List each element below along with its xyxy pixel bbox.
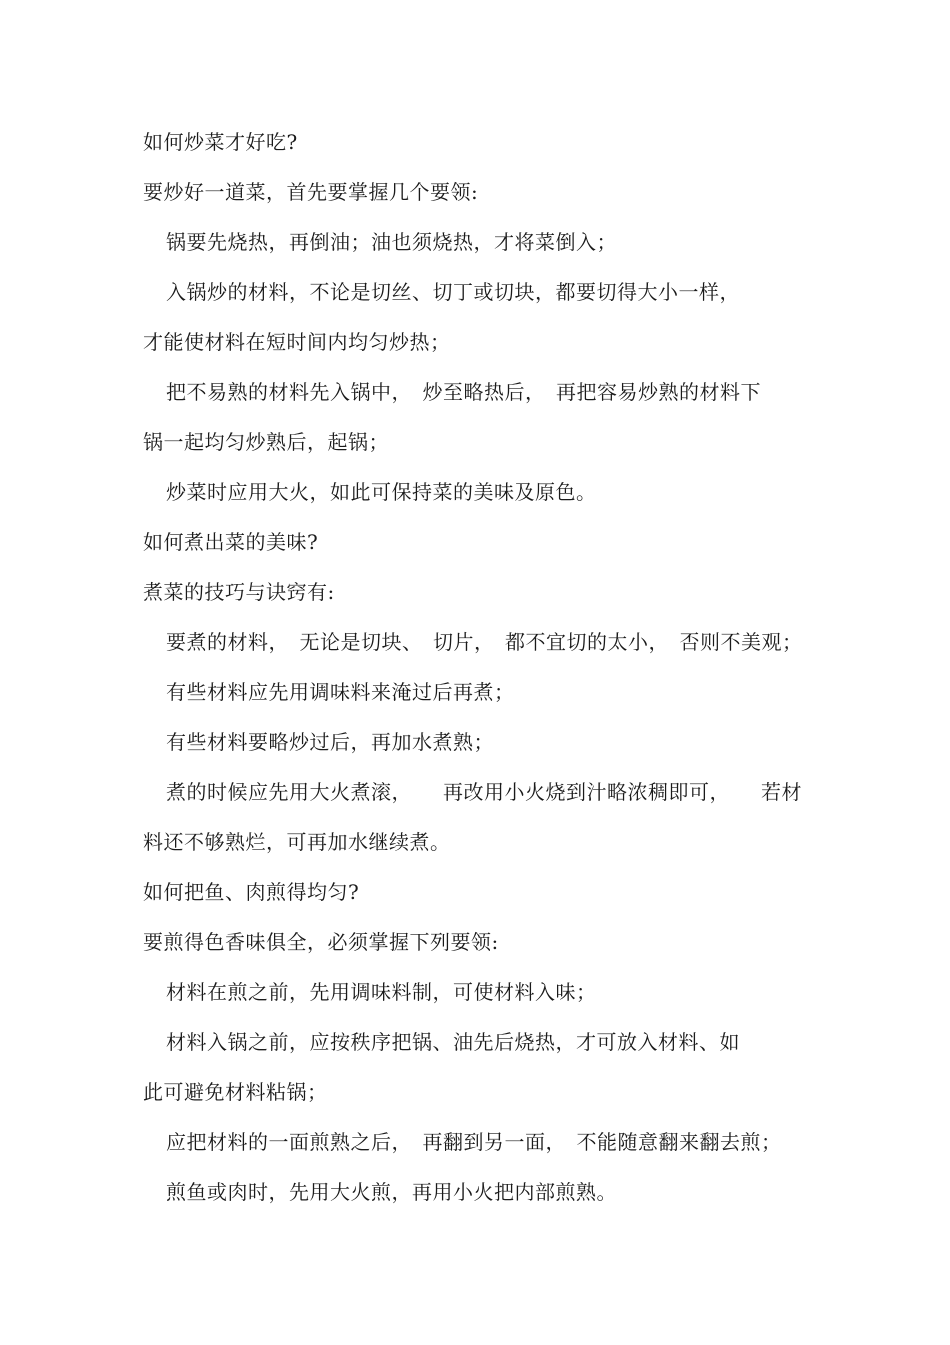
intro-stir-fry: 要炒好一道菜，首先要掌握几个要领: <box>143 180 479 204</box>
tip-line-continuation: 才能使材料在短时间内均匀炒热； <box>143 330 451 354</box>
tip-line: 材料入锅之前，应按秩序把锅、油先后烧热，才可放入材料、如 <box>166 1030 740 1054</box>
tip-line: 有些材料要略炒过后，再加水煮熟； <box>166 730 494 754</box>
tip-line: 把不易熟的材料先入锅中， 炒至略热后， 再把容易炒熟的材料下 <box>166 380 761 404</box>
tip-line: 材料在煎之前，先用调味料制，可使材料入味； <box>166 980 597 1004</box>
tip-line-continuation: 锅一起均匀炒熟后，起锅； <box>143 430 389 454</box>
heading-stir-fry: 如何炒菜才好吃? <box>143 130 298 154</box>
tip-line-continuation: 此可避免材料粘锅； <box>143 1080 328 1104</box>
tip-line: 锅要先烧热，再倒油；油也须烧热，才将菜倒入； <box>166 230 617 254</box>
tip-line: 煎鱼或肉时，先用大火煎，再用小火把内部煎熟。 <box>166 1180 617 1204</box>
heading-boil: 如何煮出菜的美味? <box>143 530 319 554</box>
tip-line: 煮的时候应先用大火煮滚， 再改用小火烧到汁略浓稠即可， 若材 <box>166 780 802 804</box>
tip-line-continuation: 料还不够熟烂，可再加水继续煮。 <box>143 830 451 854</box>
tip-line: 炒菜时应用大火，如此可保持菜的美味及原色。 <box>166 480 597 504</box>
tip-line: 要煮的材料， 无论是切块、 切片， 都不宜切的太小， 否则不美观； <box>166 630 803 654</box>
heading-fry: 如何把鱼、肉煎得均匀? <box>143 880 360 904</box>
intro-fry: 要煎得色香味俱全，必须掌握下列要领: <box>143 930 499 954</box>
tip-line: 入锅炒的材料，不论是切丝、切丁或切块，都要切得大小一样， <box>166 280 740 304</box>
tip-line: 应把材料的一面煎熟之后， 再翻到另一面， 不能随意翻来翻去煎； <box>166 1130 782 1154</box>
intro-boil: 煮菜的技巧与诀窍有: <box>143 580 335 604</box>
tip-line: 有些材料应先用调味料来淹过后再煮； <box>166 680 515 704</box>
